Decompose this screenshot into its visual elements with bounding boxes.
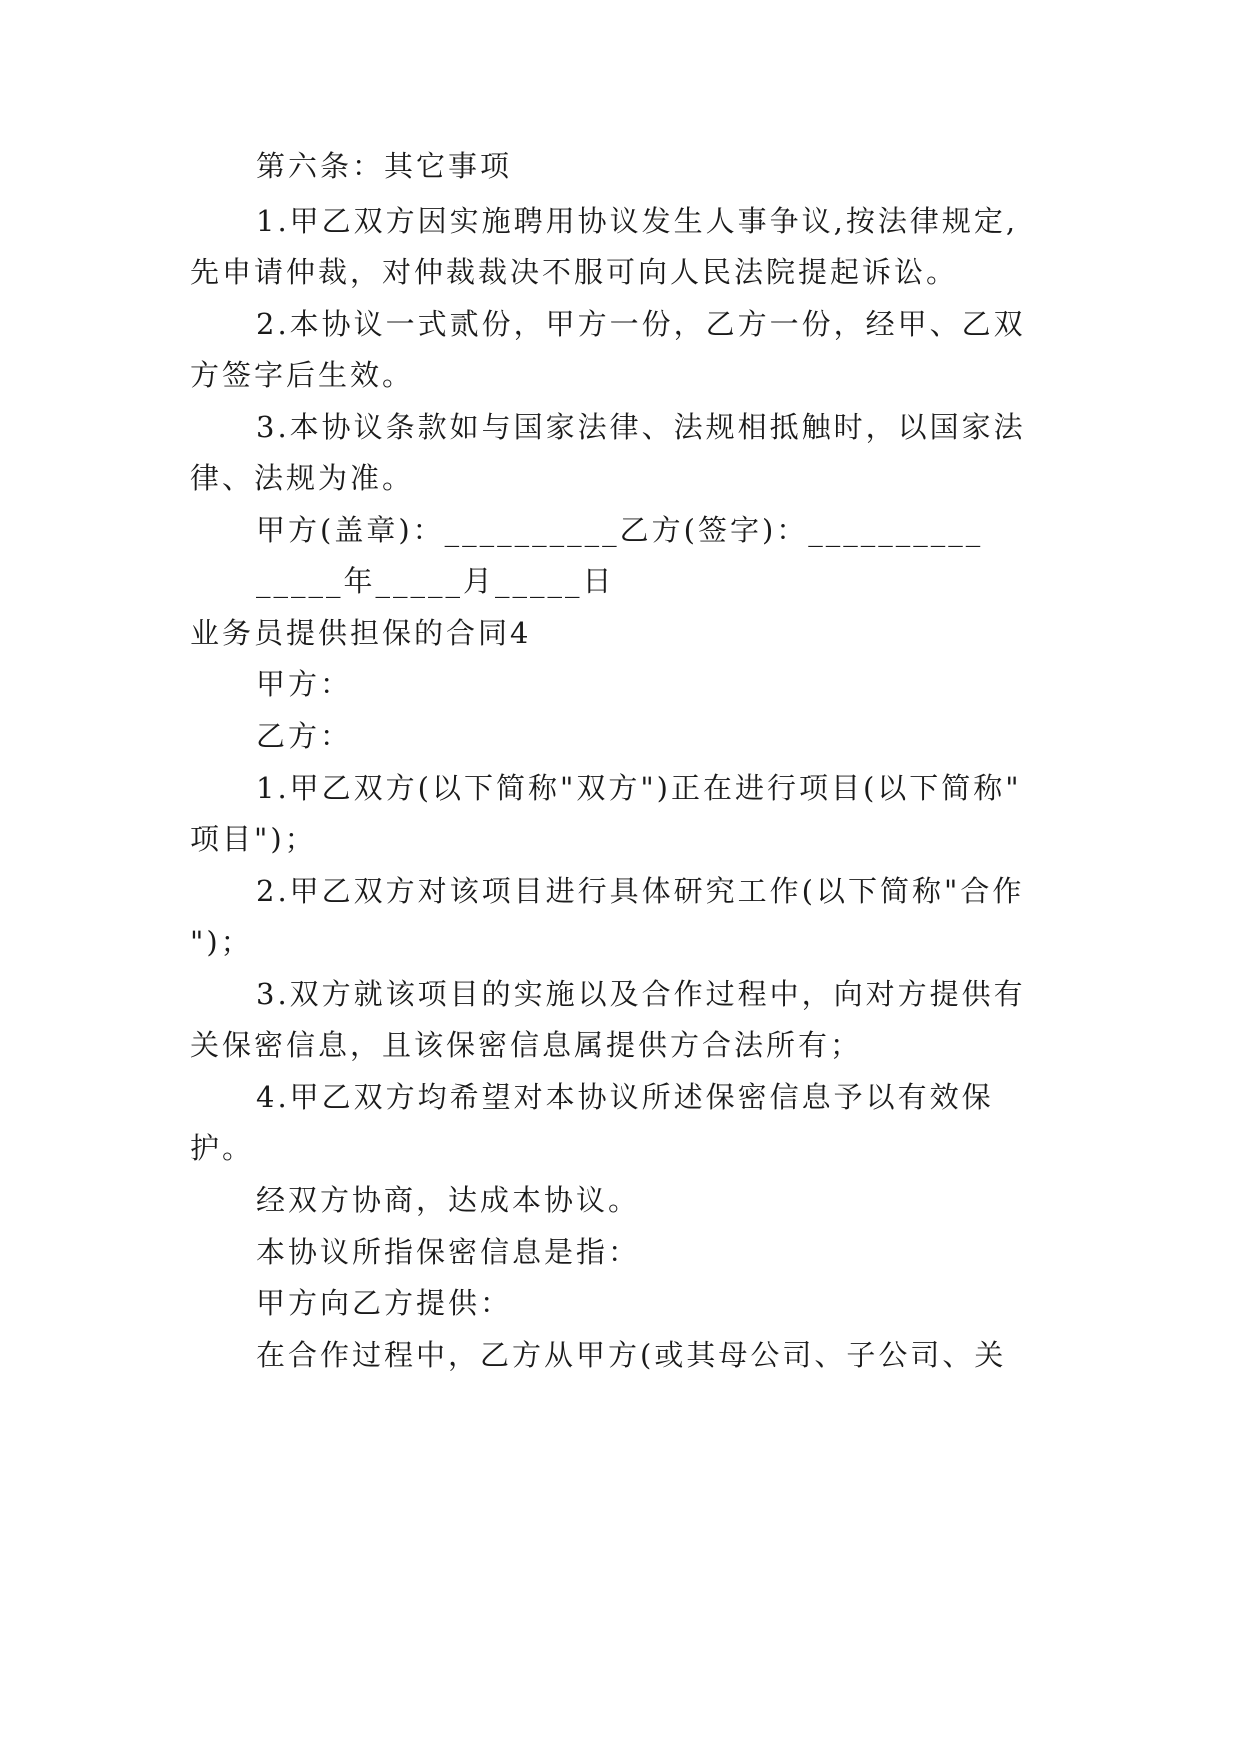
paragraph-line: 方签字后生效。 (190, 358, 415, 392)
paragraph-line: 4.甲乙双方均希望对本协议所述保密信息予以有效保 (256, 1080, 994, 1114)
paragraph-line: 律、法规为准。 (190, 461, 415, 495)
signature-line: 甲方(盖章)：__________乙方(签字)：__________ (256, 513, 984, 547)
paragraph-line: 经双方协商，达成本协议。 (256, 1183, 641, 1217)
paragraph-line: 护。 (190, 1131, 255, 1165)
paragraph-line: 3.双方就该项目的实施以及合作过程中，向对方提供有 (256, 977, 1026, 1011)
contract-title: 业务员提供担保的合同4 (190, 616, 532, 650)
paragraph-line: 3.本协议条款如与国家法律、法规相抵触时，以国家法 (256, 410, 1026, 444)
paragraph-line: 甲方向乙方提供： (256, 1286, 513, 1320)
paragraph-line: 2.本协议一式贰份，甲方一份，乙方一份，经甲、乙双 (256, 307, 1026, 341)
paragraph-line: 在合作过程中，乙方从甲方(或其母公司、子公司、关 (256, 1338, 1007, 1372)
paragraph-line: 1.甲乙双方因实施聘用协议发生人事争议,按法律规定, (256, 204, 1019, 238)
date-line: _____年_____月_____日 (256, 564, 615, 598)
article-six-heading: 第六条：其它事项 (256, 149, 513, 183)
paragraph-line: 关保密信息，且该保密信息属提供方合法所有； (190, 1028, 863, 1062)
paragraph-line: ")； (190, 925, 253, 959)
party-b-label: 乙方： (256, 719, 353, 753)
paragraph-line: 1.甲乙双方(以下简称"双方")正在进行项目(以下简称" (256, 771, 1022, 805)
paragraph-line: 本协议所指保密信息是指： (256, 1235, 641, 1269)
paragraph-line: 2.甲乙双方对该项目进行具体研究工作(以下简称"合作 (256, 874, 1025, 908)
paragraph-line: 项目")； (190, 822, 317, 856)
paragraph-line: 先申请仲裁，对仲裁裁决不服可向人民法院提起诉讼。 (190, 255, 959, 289)
document-page (190, 0, 1070, 1754)
party-a-label: 甲方： (256, 667, 353, 701)
